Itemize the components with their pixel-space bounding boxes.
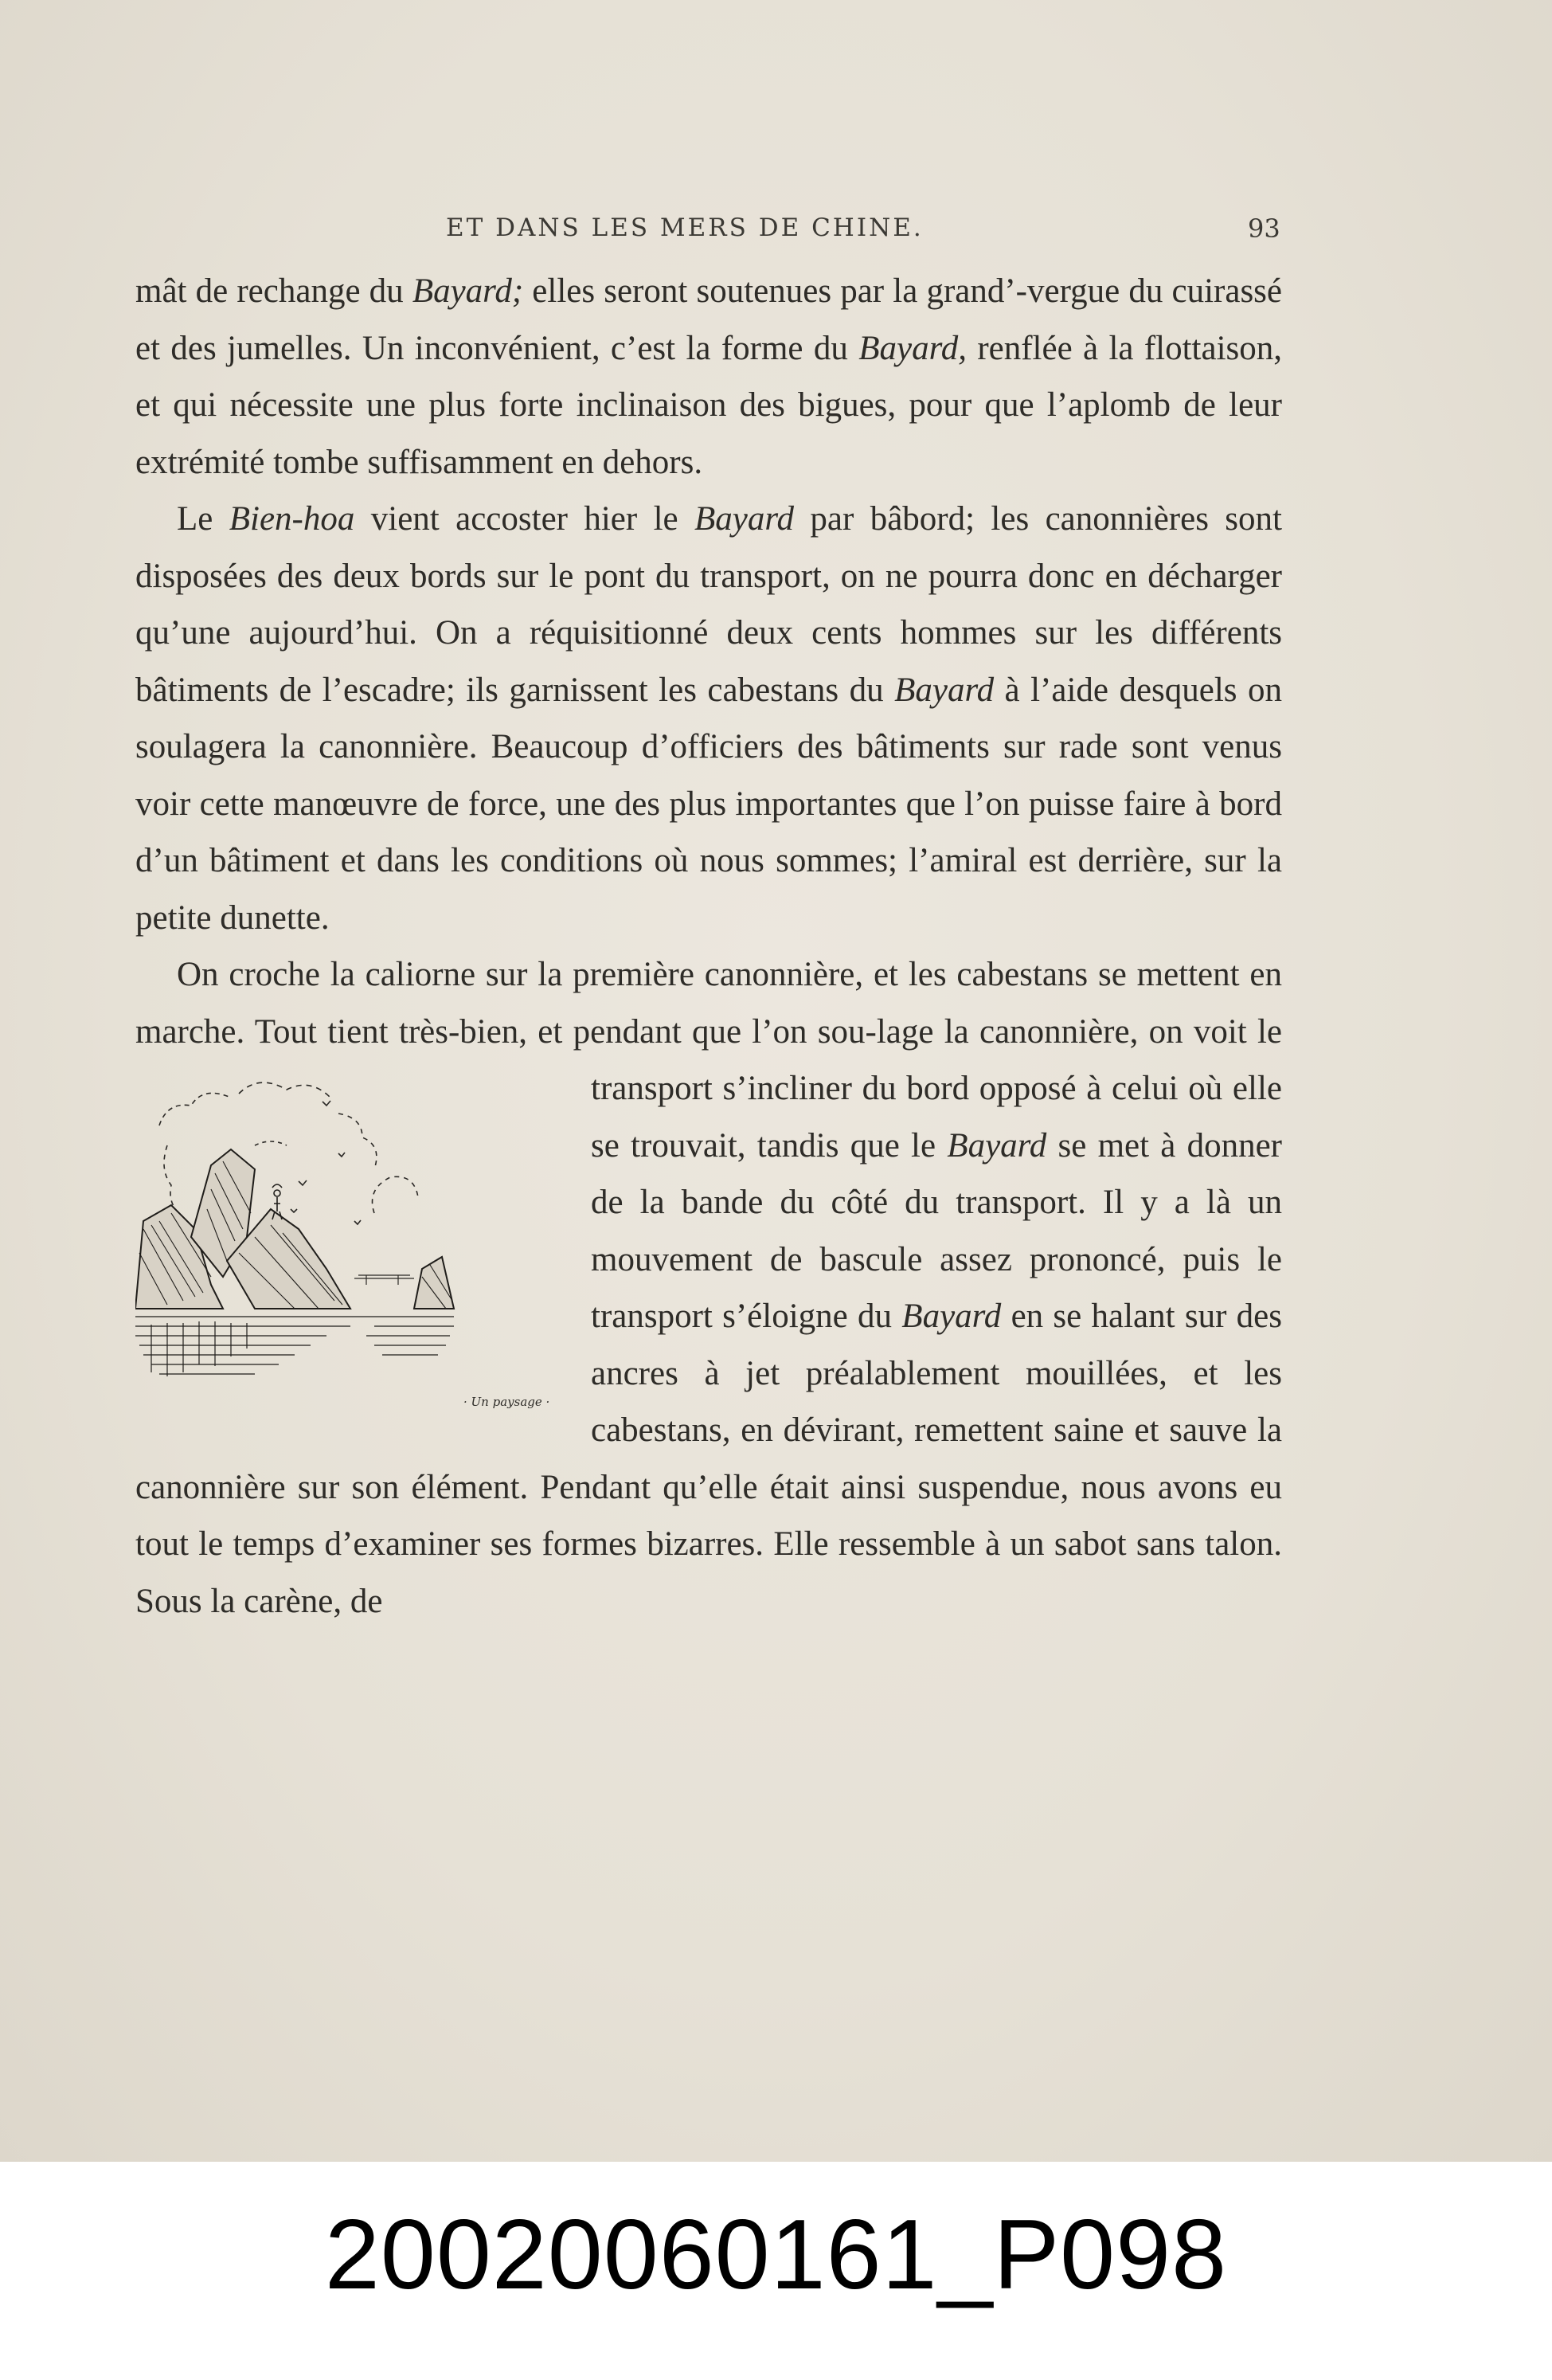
accession-number: 20020060161_P098	[324, 2200, 1228, 2310]
landscape-illustration	[135, 1070, 557, 1409]
running-title: ET DANS LES MERS DE CHINE.	[446, 213, 924, 242]
paragraph-2: Le Bien-hoa vient accoster hier le Bayard par bâbord; les canonnières sont disposées des deux bords sur le pont du transport, on ne pourra donc en décharger qu’une aujourd’hui. On a réquisitionné deux cents hommes sur les différents bâtiments de l’escadre; ils garnissent les cabestans du Bayard à l’aide desquels on soulagera la canonnière. Beaucoup d’officiers des bâtiments sur rade sont venus voir cette manœuvre de force, une des plus importantes que l’on puisse faire à bord d’un bâtiment et dans les conditions où nous sommes; l’amiral est derrière, sur la petite dunette.	[135, 500, 1282, 937]
paragraph-1: mât de rechange du Bayard; elles seront soutenues par la grand’-vergue du cuirassé et des jumelles. Un inconvénient, c’est la forme du Bayard, renflée à la flottaison, et qui nécessite une plus forte inclinaison des bigues, pour que l’aplomb de leur extrémité tombe suffisamment en dehors.	[135, 272, 1282, 481]
landscape-sketch	[135, 1070, 557, 1409]
paragraph-3: On croche la caliorne sur la première canonnière, et les cabestans se mettent en marche. Tout tient très-bien, et pendant que l’on sou- · Un paysage · lage la canonnière, on voit le transport s’incliner du bord opposé à celui où elle se trouvait, tandis que le Bayard se met à donner de la bande du côté du transport. Il y a là un mouvement de bascule assez prononcé, puis le transport s’éloigne du Bayard en se halant sur des ancres à jet préalablement mouillées, et les cabestans, en dévirant, remettent saine et sauve la canonnière sur son élément. Pendant qu’elle était ainsi suspendue, nous avons eu tout le temps d’examiner ses formes bizarres. Elle ressemble à un sabot sans talon. Sous la carène, de	[135, 956, 1283, 1620]
figure-caption: · Un paysage ·	[463, 1395, 550, 1409]
page-number: 93	[1248, 213, 1280, 244]
body-text	[135, 263, 1282, 1630]
